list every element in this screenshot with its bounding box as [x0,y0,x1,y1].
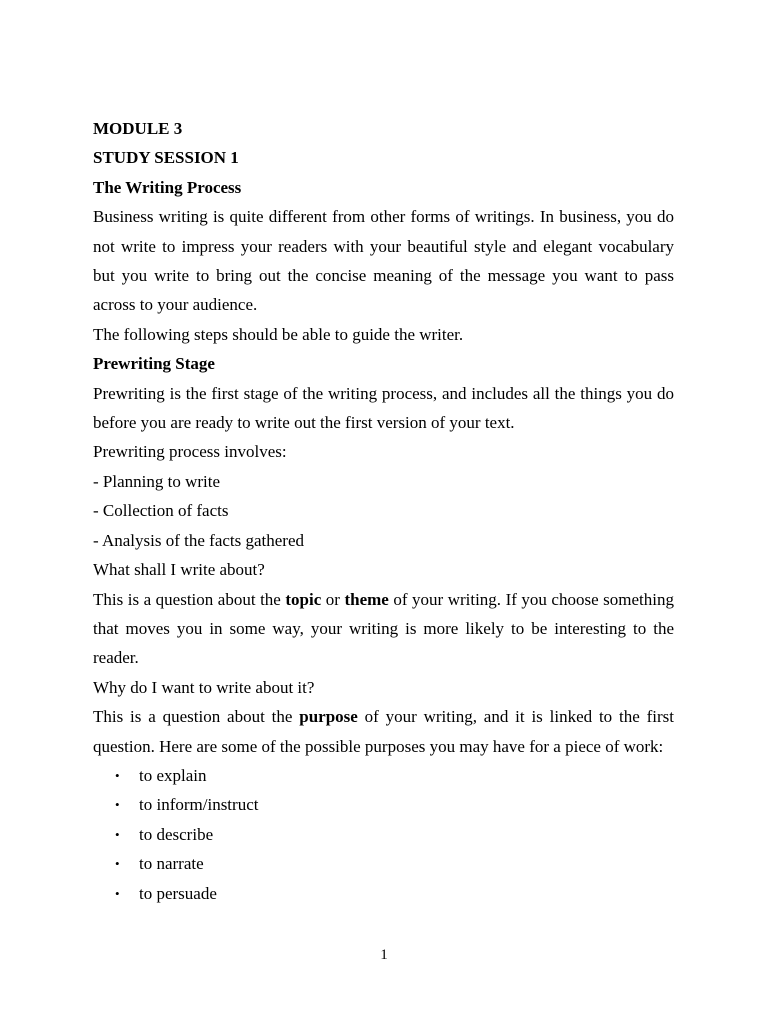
answer-what-text: or [321,589,345,609]
bullet-icon: • [115,797,120,813]
prewriting-involves-label: Prewriting process involves: [93,442,287,462]
list-item [93,820,674,849]
prewriting-step: - Collection of facts [93,501,229,521]
guide-sentence: The following steps should be able to guide the writer. [93,324,464,344]
prewriting-step: - Planning to write [93,471,221,491]
list-item [93,849,674,878]
bullet-icon: • [115,767,120,783]
question-why: Why do I want to write about it? [93,677,315,697]
bullet-icon: • [115,826,120,842]
answer-why-text: of your writing, and it is linked to the first question. Here are some of the possible purposes you may have for a piece of work: [93,707,674,756]
answer-what [93,585,674,673]
answer-what-text: This is a question about the [93,589,286,609]
theme-term: theme [344,589,389,609]
purpose-term: purpose [299,707,358,727]
list-item-text: to inform/instruct [139,795,259,815]
bullet-icon: • [115,856,120,872]
session-heading: STUDY SESSION 1 [93,148,239,168]
answer-why-text: This is a question about the [93,707,300,727]
answer-why [93,702,674,761]
list-item [93,879,674,908]
topic-term: topic [285,589,322,609]
list-item-text: to explain [139,765,207,785]
list-item [93,790,674,819]
question-what: What shall I write about? [93,560,265,580]
bullet-icon: • [115,885,120,901]
purposes-list [93,761,674,908]
prewriting-paragraph: Prewriting is the first stage of the writing process, and includes all the things you do before you are ready to write out the first version of your text. [93,383,674,433]
prewriting-heading: Prewriting Stage [93,354,215,374]
prewriting-step: - Analysis of the facts gathered [93,530,305,550]
document-body [93,114,674,908]
intro-paragraph: Business writing is quite different from other forms of writings. In business, you do not write to impress your readers with your beautiful style and elegant vocabulary but you write to bring out the concise meaning of the message you want to pass across to your audience. [93,207,674,315]
list-item [93,761,674,790]
module-heading: MODULE 3 [93,119,183,138]
list-item-text: to narrate [139,854,204,874]
list-item-text: to describe [139,824,214,844]
list-item-text: to persuade [139,883,217,903]
section-title: The Writing Process [93,177,242,197]
page-number: 1 [380,947,388,963]
answer-what-text: of your writing. If you choose something that moves you in some way, your writing is more likely to be interesting to the reader. [93,589,674,668]
